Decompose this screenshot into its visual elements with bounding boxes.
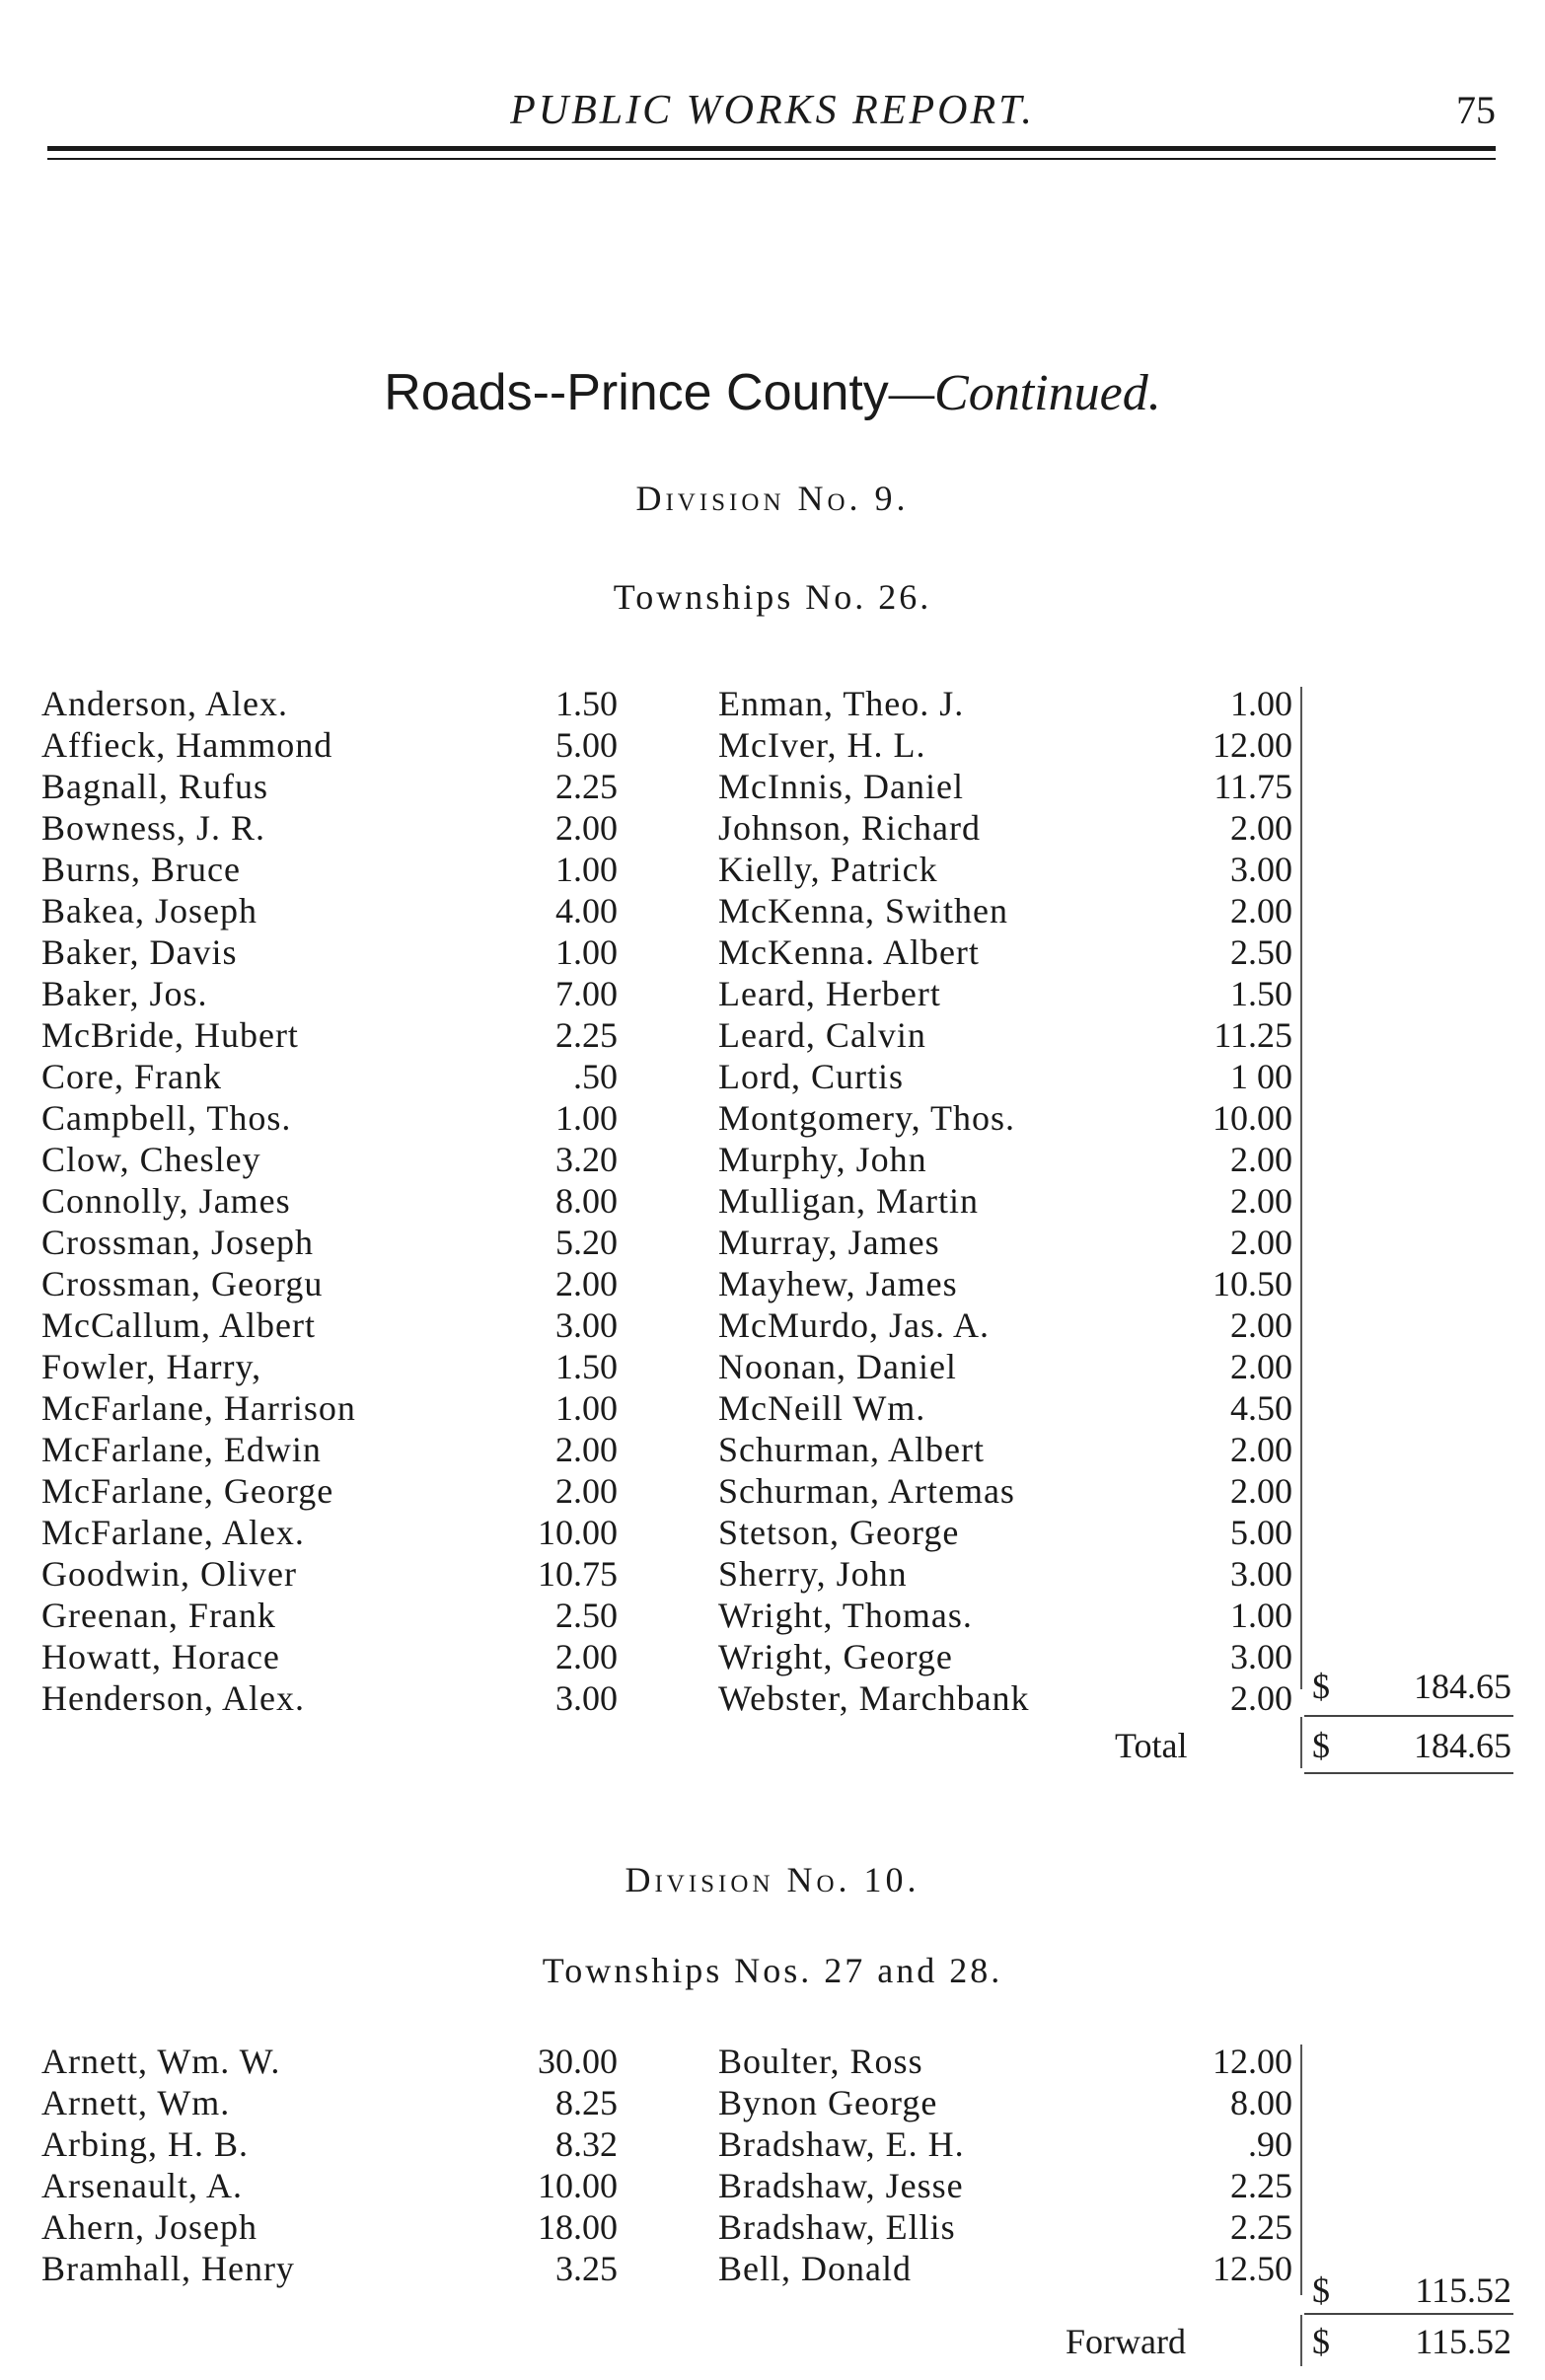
left-amount: 10.75 — [538, 1554, 618, 1594]
division-10-subtitle: Townships Nos. 27 and 28. — [542, 1951, 1003, 1990]
table-row — [0, 1595, 1545, 1636]
right-name: Bradshaw, Ellis — [718, 2207, 956, 2247]
table-row — [0, 1014, 1545, 1056]
division-9-total-label: Total — [1115, 1726, 1188, 1765]
right-name: Johnson, Richard — [718, 808, 981, 848]
left-name: McBride, Hubert — [41, 1015, 299, 1055]
left-name: Bagnall, Rufus — [41, 767, 268, 806]
left-amount: 3.20 — [555, 1140, 618, 1179]
table-row — [0, 1180, 1545, 1222]
table-row — [0, 1346, 1545, 1387]
right-name: Leard, Calvin — [718, 1015, 926, 1055]
right-amount: 2.00 — [1230, 1140, 1292, 1179]
left-name: Baker, Jos. — [41, 974, 208, 1013]
left-name: Core, Frank — [41, 1057, 222, 1096]
right-name: Montgomery, Thos. — [718, 1098, 1015, 1138]
division-10-subtotal-sign: $ — [1312, 2270, 1330, 2310]
division-10-forward-label: Forward — [1066, 2322, 1186, 2361]
right-name: McMurdo, Jas. A. — [718, 1305, 990, 1345]
right-name: Enman, Theo. J. — [718, 684, 965, 723]
right-name: Bradshaw, Jesse — [718, 2166, 964, 2205]
right-name: Murray, James — [718, 1223, 940, 1262]
left-amount: 2.00 — [555, 808, 618, 848]
left-name: Baker, Davis — [41, 932, 238, 972]
table-row — [0, 931, 1545, 973]
left-amount: 3.25 — [555, 2249, 618, 2288]
left-name: Anderson, Alex. — [41, 684, 288, 723]
right-name: Noonan, Daniel — [718, 1347, 957, 1386]
running-header — [0, 87, 1545, 136]
left-amount: .50 — [573, 1057, 618, 1096]
left-amount: 1.50 — [555, 684, 618, 723]
header-rule-thin — [47, 158, 1496, 160]
right-amount: 1.00 — [1230, 684, 1292, 723]
division-9-total: 184.65 — [1414, 1726, 1511, 1765]
division-9-title: Division No. 9. — [635, 479, 910, 518]
right-amount: 3.00 — [1230, 1637, 1292, 1676]
left-name: McFarlane, Alex. — [41, 1513, 305, 1552]
left-name: Connolly, James — [41, 1181, 291, 1221]
right-name: Lord, Curtis — [718, 1057, 904, 1096]
left-amount: 2.00 — [555, 1264, 618, 1303]
left-amount: 2.00 — [555, 1430, 618, 1469]
right-amount: 2.50 — [1230, 932, 1292, 972]
right-amount: 2.00 — [1230, 1347, 1292, 1386]
header-rule-thick — [47, 146, 1496, 151]
left-amount: 8.25 — [555, 2083, 618, 2122]
right-name: Stetson, George — [718, 1513, 960, 1552]
right-amount: 2.00 — [1230, 808, 1292, 848]
left-name: Henderson, Alex. — [41, 1678, 305, 1718]
right-amount: 2.00 — [1230, 1223, 1292, 1262]
left-name: Arnett, Wm. W. — [41, 2042, 281, 2081]
right-name: Leard, Herbert — [718, 974, 941, 1013]
left-name: Arbing, H. B. — [41, 2124, 249, 2164]
left-amount: 30.00 — [538, 2042, 618, 2081]
running-title: PUBLIC WORKS REPORT. — [510, 88, 1035, 133]
right-name: McInnis, Daniel — [718, 767, 964, 806]
right-name: McNeill Wm. — [718, 1388, 926, 1428]
left-amount: 2.00 — [555, 1637, 618, 1676]
heading-continued: —Continued. — [888, 365, 1161, 421]
table-row — [0, 1222, 1545, 1263]
left-amount: 18.00 — [538, 2207, 618, 2247]
right-name: Wright, George — [718, 1637, 953, 1676]
page-number: 75 — [1456, 88, 1496, 132]
table-row — [0, 2082, 1545, 2123]
right-name: Bynon George — [718, 2083, 938, 2122]
left-amount: 8.00 — [555, 1181, 618, 1221]
right-name: Boulter, Ross — [718, 2042, 923, 2081]
right-amount: 10.50 — [1213, 1264, 1292, 1303]
division-9-total-rule — [1300, 1717, 1302, 1768]
table-row — [0, 2165, 1545, 2206]
left-name: Crossman, Georgu — [41, 1264, 324, 1303]
left-name: Bramhall, Henry — [41, 2249, 295, 2288]
right-name: Webster, Marchbank — [718, 1678, 1030, 1718]
division-9-subtitle: Townships No. 26. — [613, 577, 932, 617]
right-amount: 2.00 — [1230, 1305, 1292, 1345]
left-amount: 5.00 — [555, 725, 618, 765]
right-amount: 1.00 — [1230, 1596, 1292, 1635]
right-amount: 12.00 — [1213, 2042, 1292, 2081]
right-name: McKenna. Albert — [718, 932, 980, 972]
right-amount: 8.00 — [1230, 2083, 1292, 2122]
table-row — [0, 807, 1545, 849]
left-amount: 1.50 — [555, 1347, 618, 1386]
division-9-total-sign: $ — [1312, 1726, 1330, 1765]
left-name: Arsenault, A. — [41, 2166, 243, 2205]
section-heading — [0, 363, 1545, 422]
table-row — [0, 1429, 1545, 1470]
division-10-table — [0, 2041, 1545, 2289]
left-amount: 2.25 — [555, 1015, 618, 1055]
left-amount: 1.00 — [555, 850, 618, 889]
division-9-subtotal: 184.65 — [1414, 1667, 1511, 1706]
right-name: Schurman, Albert — [718, 1430, 985, 1469]
left-name: Goodwin, Oliver — [41, 1554, 297, 1594]
left-amount: 2.50 — [555, 1596, 618, 1635]
left-amount: 1.00 — [555, 1388, 618, 1428]
right-amount: 2.25 — [1230, 2166, 1292, 2205]
right-name: Bradshaw, E. H. — [718, 2124, 965, 2164]
table-row — [0, 1553, 1545, 1595]
division-10-forward-sign: $ — [1312, 2322, 1330, 2361]
table-row — [0, 1512, 1545, 1553]
left-name: Burns, Bruce — [41, 850, 241, 889]
division-10-title: Division No. 10. — [625, 1860, 920, 1899]
table-row — [0, 766, 1545, 807]
left-amount: 7.00 — [555, 974, 618, 1013]
table-row — [0, 1470, 1545, 1512]
left-amount: 1.00 — [555, 932, 618, 972]
right-amount: 12.50 — [1213, 2249, 1292, 2288]
left-amount: 2.00 — [555, 1471, 618, 1511]
right-name: Bell, Donald — [718, 2249, 912, 2288]
right-amount: 1.50 — [1230, 974, 1292, 1013]
division-9-subtotal-rule — [1304, 1715, 1513, 1717]
right-name: Schurman, Artemas — [718, 1471, 1015, 1511]
division-9-subtotal-sign: $ — [1312, 1667, 1330, 1706]
left-name: Greenan, Frank — [41, 1596, 276, 1635]
left-name: Howatt, Horace — [41, 1637, 280, 1676]
table-row — [0, 724, 1545, 766]
right-amount: 3.00 — [1230, 1554, 1292, 1594]
table-row — [0, 1139, 1545, 1180]
left-amount: 10.00 — [538, 2166, 618, 2205]
right-name: Mulligan, Martin — [718, 1181, 979, 1221]
table-row — [0, 1097, 1545, 1139]
left-amount: 8.32 — [555, 2124, 618, 2164]
right-amount: 4.50 — [1230, 1388, 1292, 1428]
division-9-column-rule — [1300, 687, 1302, 1689]
division-9-total-underline — [1304, 1772, 1513, 1774]
left-amount: 10.00 — [538, 1513, 618, 1552]
left-name: Ahern, Joseph — [41, 2207, 258, 2247]
left-amount: 3.00 — [555, 1305, 618, 1345]
table-row — [0, 683, 1545, 724]
left-name: Bakea, Joseph — [41, 891, 258, 930]
table-row — [0, 849, 1545, 890]
table-row — [0, 2206, 1545, 2248]
left-name: Arnett, Wm. — [41, 2083, 231, 2122]
division-9-table — [0, 683, 1545, 1719]
right-amount: 2.00 — [1230, 1430, 1292, 1469]
right-name: Mayhew, James — [718, 1264, 958, 1303]
left-name: Clow, Chesley — [41, 1140, 261, 1179]
right-amount: 5.00 — [1230, 1513, 1292, 1552]
left-name: Crossman, Joseph — [41, 1223, 314, 1262]
left-amount: 3.00 — [555, 1678, 618, 1718]
left-amount: 5.20 — [555, 1223, 618, 1262]
left-name: McFarlane, Edwin — [41, 1430, 322, 1469]
table-row — [0, 1387, 1545, 1429]
right-amount: 1 00 — [1230, 1057, 1292, 1096]
heading-main: Roads--Prince County — [384, 364, 889, 421]
left-name: McCallum, Albert — [41, 1305, 316, 1345]
right-amount: 3.00 — [1230, 850, 1292, 889]
left-name: McFarlane, Harrison — [41, 1388, 356, 1428]
right-name: Wright, Thomas. — [718, 1596, 973, 1635]
right-amount: 2.00 — [1230, 1678, 1292, 1718]
division-10-column-rule — [1300, 2045, 1302, 2295]
right-name: Sherry, John — [718, 1554, 908, 1594]
table-row — [0, 1056, 1545, 1097]
right-amount: .90 — [1248, 2124, 1292, 2164]
right-amount: 2.25 — [1230, 2207, 1292, 2247]
division-10-subtotal: 115.52 — [1415, 2270, 1511, 2310]
right-name: McIver, H. L. — [718, 725, 926, 765]
left-name: Campbell, Thos. — [41, 1098, 292, 1138]
right-amount: 10.00 — [1213, 1098, 1292, 1138]
left-amount: 4.00 — [555, 891, 618, 930]
left-amount: 1.00 — [555, 1098, 618, 1138]
division-10-forward-rule — [1300, 2315, 1302, 2366]
table-row — [0, 2123, 1545, 2165]
table-row — [0, 890, 1545, 931]
table-row — [0, 973, 1545, 1014]
right-name: McKenna, Swithen — [718, 891, 1008, 930]
left-name: Bowness, J. R. — [41, 808, 266, 848]
left-amount: 2.25 — [555, 767, 618, 806]
table-row — [0, 1304, 1545, 1346]
left-name: Affieck, Hammond — [41, 725, 333, 765]
table-row — [0, 2041, 1545, 2082]
right-amount: 11.25 — [1214, 1015, 1292, 1055]
table-row — [0, 1263, 1545, 1304]
right-amount: 12.00 — [1213, 725, 1292, 765]
right-amount: 11.75 — [1214, 767, 1292, 806]
right-amount: 2.00 — [1230, 1471, 1292, 1511]
left-name: Fowler, Harry, — [41, 1347, 262, 1386]
right-name: Kielly, Patrick — [718, 850, 938, 889]
left-name: McFarlane, George — [41, 1471, 334, 1511]
right-amount: 2.00 — [1230, 891, 1292, 930]
right-name: Murphy, John — [718, 1140, 927, 1179]
division-10-forward: 115.52 — [1415, 2322, 1511, 2361]
right-amount: 2.00 — [1230, 1181, 1292, 1221]
division-10-subtotal-rule — [1304, 2313, 1513, 2315]
